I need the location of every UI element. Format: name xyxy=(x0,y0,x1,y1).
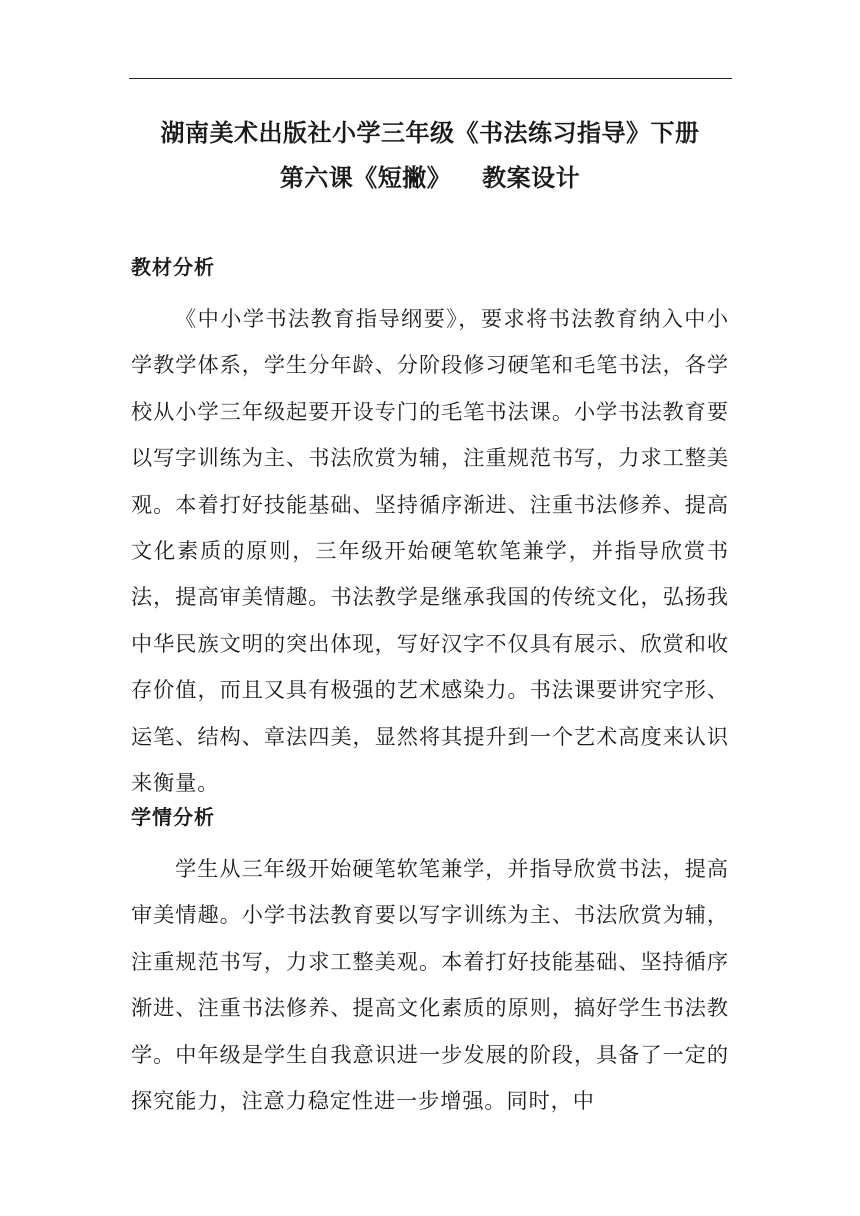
section-heading-student-analysis: 学情分析 xyxy=(131,805,215,829)
section-heading-textbook-analysis: 教材分析 xyxy=(131,255,215,279)
header-rule xyxy=(129,78,732,79)
document-subtitle: 第六课《短撇》 教案设计 xyxy=(279,164,581,192)
document-title: 湖南美术出版社小学三年级《书法练习指导》下册 xyxy=(160,119,700,147)
section-paragraph-student-analysis: 学生从三年级开始硬笔软笔兼学，并指导欣赏书法，提高审美情趣。小学书法教育要以写字训练为主、书法欣赏为辅，注重规范书写，力求工整美观。本着打好技能基础、坚持循序渐进、注重书法修养、提高文化素质的原则，搞好学生书法教学。中年级是学生自我意识进一步发展的阶段，具备了一定的探究能力，注意力稳定性进一步增强。同时，中 xyxy=(131,856,729,1114)
section-paragraph-textbook-analysis: 《中小学书法教育指导纲要》，要求将书法教育纳入中小学教学体系，学生分年龄、分阶段修习硬笔和毛笔书法，各学校从小学三年级起要开设专门的毛笔书法课。小学书法教育要以写字训练为主、书法欣赏为辅，注重规范书写，力求工整美观。本着打好技能基础、坚持循序渐进、注重书法修养、提高文化素质的原则，三年级开始硬笔软笔兼学，并指导欣赏书法，提高审美情趣。书法教学是继承我国的传统文化，弘扬我中华民族文明的突出体现，写好汉字不仅具有展示、欣赏和收存价值，而且又具有极强的艺术感染力。书法课要讲究字形、运笔、结构、章法四美，显然将其提升到一个艺术高度来认识来衡量。 xyxy=(131,306,729,796)
